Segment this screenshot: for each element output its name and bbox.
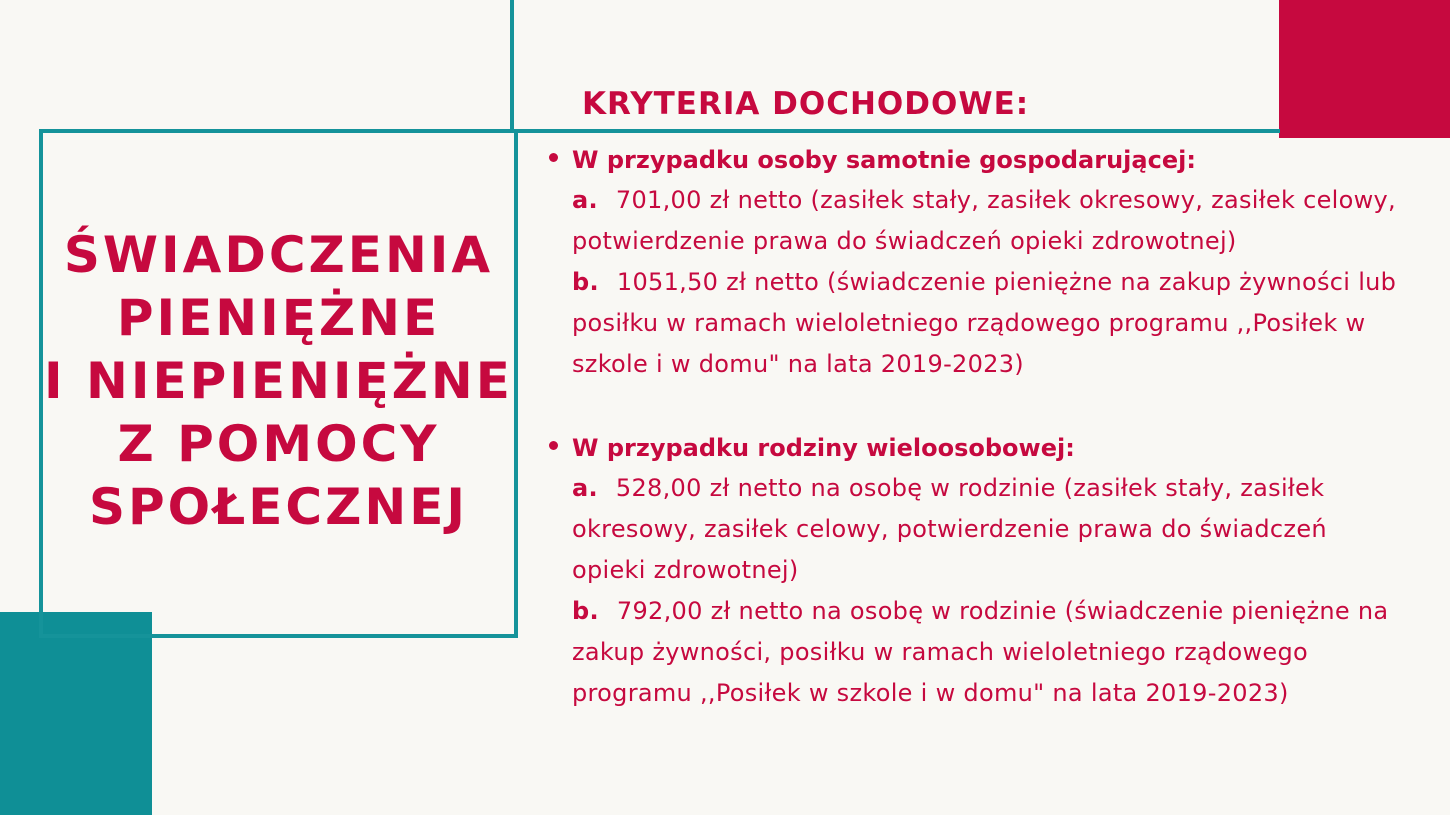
criteria-item (572, 262, 1407, 385)
criteria-group-family (572, 428, 1407, 714)
section-heading: KRYTERIA DOCHODOWE: (582, 86, 1030, 122)
item-marker: a. (572, 186, 598, 214)
bullet-icon (549, 441, 558, 450)
item-text: 1051,50 zł netto (świadczenie pieniężne na zakup żywności lub posiłku w ramach wieloletniego rządowego programu ,,Posiłek w szkole i w domu" na lata 2019-2023) (572, 268, 1397, 378)
item-marker: b. (572, 268, 599, 296)
title-container (43, 133, 514, 630)
title-line: SPOŁECZNEJ (89, 478, 468, 536)
criteria-item (572, 180, 1407, 262)
title-line: Z POMOCY (117, 415, 440, 473)
title-line: PIENIĘŻNE (116, 289, 441, 347)
item-text: 528,00 zł netto na osobę w rodzinie (zasiłek stały, zasiłek okresowy, zasiłek celowy, potwierdzenie prawa do świadczeń opieki zdrowotnej) (572, 474, 1327, 584)
frame-horizontal-line (510, 129, 1280, 133)
criteria-item (572, 591, 1407, 714)
item-text: 701,00 zł netto (zasiłek stały, zasiłek okresowy, zasiłek celowy, potwierdzenie prawa do świadczeń opieki zdrowotnej) (572, 186, 1396, 255)
group-heading: W przypadku rodziny wieloosobowej: (572, 434, 1075, 462)
item-marker: b. (572, 597, 599, 625)
frame-vertical-line (510, 0, 514, 133)
main-title (44, 224, 513, 539)
group-heading: W przypadku osoby samotnie gospodarującej: (572, 146, 1196, 174)
bullet-icon (549, 153, 558, 162)
crimson-corner-square (1279, 0, 1450, 138)
criteria-list (572, 140, 1407, 714)
title-line: I NIEPIENIĘŻNE (44, 352, 513, 410)
item-marker: a. (572, 474, 598, 502)
criteria-item (572, 468, 1407, 591)
criteria-group-single (572, 140, 1407, 385)
teal-corner-square (0, 612, 152, 815)
item-text: 792,00 zł netto na osobę w rodzinie (świadczenie pieniężne na zakup żywności, posiłku w ramach wieloletniego rządowego programu ,,Posiłek w szkole i w domu" na lata 2019-2023) (572, 597, 1389, 707)
title-line: ŚWIADCZENIA (63, 226, 494, 284)
